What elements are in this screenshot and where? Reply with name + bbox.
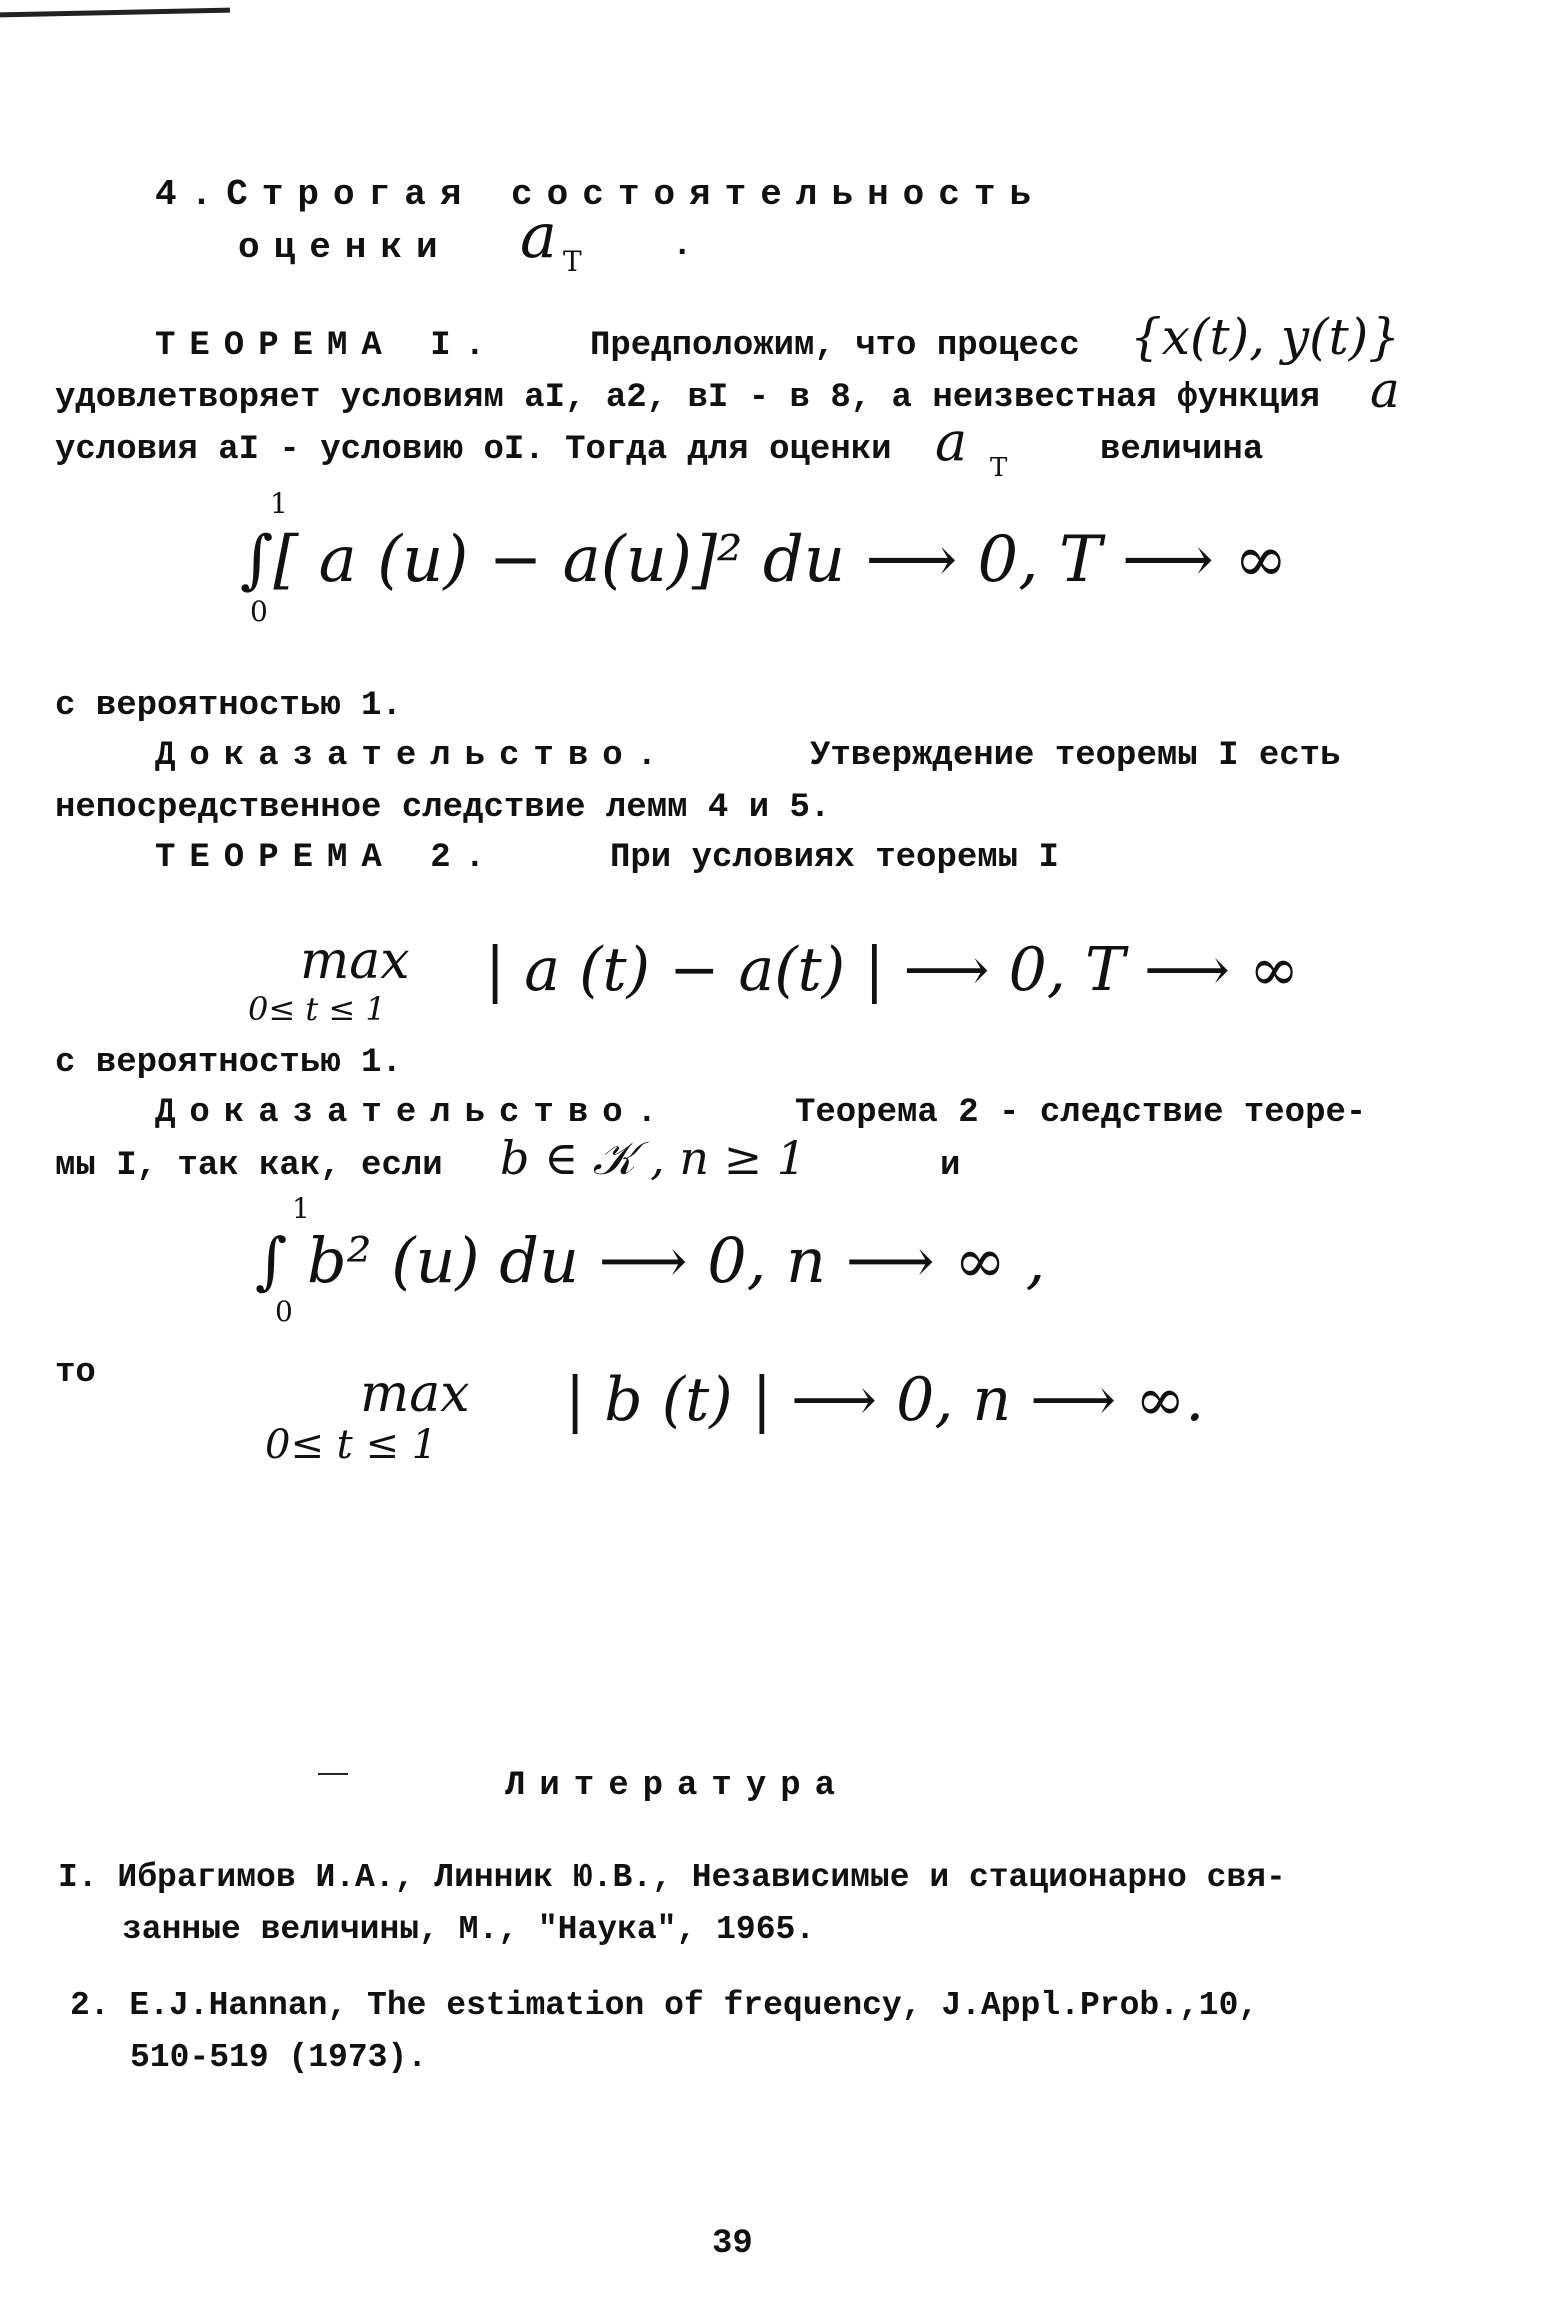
theorem2-line1: При условиях теоремы I	[610, 839, 1059, 877]
theorem2-formula-lim: 0≤ t ≤ 1	[248, 990, 386, 1028]
theorem2-formula-max: max	[300, 931, 410, 991]
literature-item-2-line2: 510-519 (1973).	[130, 2039, 428, 2076]
scan-mark	[0, 8, 230, 18]
proof2-integral-upper: 1	[292, 1192, 310, 1225]
section-title-line1: 4.Строгая состоятельность	[155, 174, 1046, 215]
theorem1-line1: Предположим, что процесс	[590, 327, 1080, 365]
theorem2-heading: ТЕОРЕМА 2.	[155, 839, 500, 877]
theorem1-line2: удовлетворяет условиям aI, a2, вI - в 8, а неизвестная функция	[55, 379, 1321, 417]
proof2-line1: Теорема 2 - следствие теоре-	[795, 1094, 1367, 1132]
proof2-formula-max: max	[360, 1364, 470, 1424]
section-title-line2: оценки	[238, 227, 452, 268]
proof1-heading: Доказательство.	[155, 737, 672, 775]
theorem1-line2-formula: a	[1370, 361, 1400, 419]
theorem1-integral-lower: 0	[250, 595, 268, 628]
literature-item-1-line2: занные величины, М., "Наука", 1965.	[122, 1911, 816, 1948]
proof2-line2: мы I, так как, если	[55, 1147, 443, 1185]
theorem1-integral-upper: 1	[270, 487, 288, 520]
theorem1-heading: ТЕОРЕМА I.	[155, 327, 500, 365]
literature-item-1-line1: I. Ибрагимов И.А., Линник Ю.В., Независимые и стационарно свя-	[58, 1859, 1286, 1896]
theorem1-line3: условия aI - условию oI. Тогда для оценки	[55, 431, 892, 469]
section-title-end: .	[672, 227, 693, 265]
proof2-formula-lim: 0≤ t ≤ 1	[265, 1422, 438, 1468]
proof2-to: то	[55, 1354, 96, 1392]
proof2-formula-integral: ∫ b² (u) du ⟶ 0, n ⟶ ∞ ,	[255, 1224, 1046, 1297]
proof2-line2-end: и	[940, 1147, 961, 1185]
proof2-line2-formula: b ∈ 𝒦 , n ≥ 1	[500, 1131, 807, 1185]
proof2-formula-body: | b (t) | ⟶ 0, n ⟶ ∞.	[565, 1365, 1205, 1435]
theorem2-probability: с вероятностью 1.	[55, 1044, 402, 1082]
theorem1-formula: ∫[ a (u) − a(u)]² du ⟶ 0, T ⟶ ∞	[240, 523, 1288, 597]
section-title-symbol: a	[520, 199, 557, 272]
theorem1-line3-formula-sub: T	[990, 453, 1008, 483]
theorem1-line3-formula: a	[935, 410, 968, 473]
literature-heading: Литература	[505, 1767, 850, 1805]
proof1-line2: непосредственное следствие лемм 4 и 5.	[55, 789, 831, 827]
theorem2-formula-body: | a (t) − a(t) | ⟶ 0, T ⟶ ∞	[485, 935, 1300, 1005]
literature-dash	[318, 1773, 348, 1775]
theorem1-probability: с вероятностью 1.	[55, 687, 402, 725]
theorem1-line1-formula: {x(t), y(t)}	[1130, 308, 1401, 366]
literature-item-2-line1: 2. E.J.Hannan, The estimation of frequency, J.Appl.Prob.,10,	[70, 1987, 1259, 2024]
proof2-heading: Доказательство.	[155, 1094, 672, 1132]
page-number: 39	[712, 2225, 753, 2263]
section-title-symbol-sub: T	[563, 245, 582, 278]
theorem1-line3-end: величина	[1100, 431, 1264, 469]
proof2-integral-lower: 0	[275, 1295, 293, 1328]
proof1-line1: Утверждение теоремы I есть	[810, 737, 1341, 775]
